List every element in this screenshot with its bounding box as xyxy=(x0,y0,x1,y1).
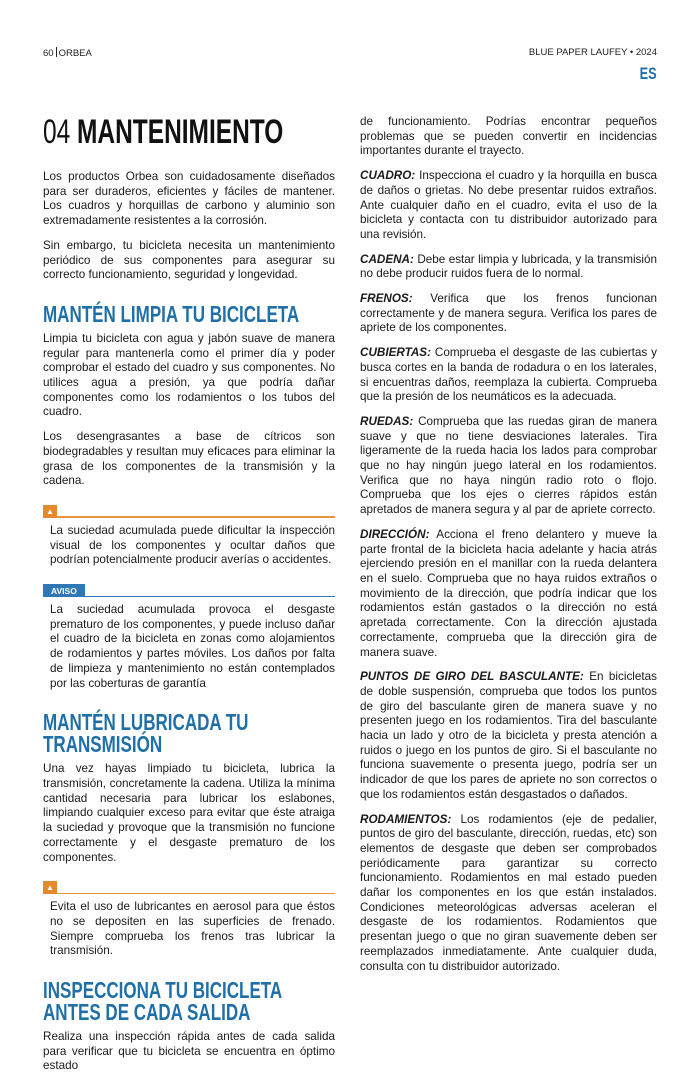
paragraph: Limpia tu bicicleta con agua y jabón suave de manera regular para mantenerla como el primer día y poder comprobar el estado del cuadro y sus componentes. No utilices agua a presión, ya que podría dañar componentes como los rodamientos o los tubos del cuadro. xyxy=(43,331,335,419)
warning-text: La suciedad acumulada puede dificultar la inspección visual de los componentes y ocultar daños que podrían potencialmente producir averías o accidentes. xyxy=(50,523,335,567)
paragraph: Los desengrasantes a base de cítricos son biodegradables y resultan muy eficaces para eliminar la grasa de los componentes de la transmisión y la cadena. xyxy=(43,430,335,488)
item-text: Inspecciona el cuadro y la horquilla en busca de daños o grietas. No debe presentar ruidos extraños. Ante cualquier daño en el cuadro, evita el uso de la bicicleta y contacta con tu distribuidor autorizado para una revisión. xyxy=(360,169,657,241)
warning-icon: ▲ xyxy=(43,505,57,518)
item-text: Acciona el freno delantero y mueve la parte frontal de la bicicleta hacia adelante y hacia atrás ejerciendo presión en el manillar con la rueda delantera en el suelo. Comprueba que no haya ruidos extraños o movimiento de la dirección, que podría indicar que los rodamientos están gastados o la dirección no está apretada correctamente. Con la dirección ajustada correctamente, comprueba que la dirección gira de manera suave. xyxy=(360,527,657,659)
item-text: En bicicletas de doble suspensión, comprueba que todos los puntos de giro del basculante giren de manera suave y no presenten juego en los rodamientos. Tira del basculante hacia un lado y otro de la bicicleta y presta atención a ruidos o juego en los puntos de giro. Si el basculante no funciona suavemente o presenta juego, podría ser un indicador de que los pares de apriete no son correctos o que los rodamientos están desgastados o dañados. xyxy=(360,670,657,801)
right-column xyxy=(360,115,657,984)
item-label: RODAMIENTOS: xyxy=(360,812,452,826)
item-text: Los rodamientos (eje de pedalier, puntos de giro del basculante, dirección, ruedas, etc) son elementos de desgaste que deben ser comprobados periódicamente para garantizar su correcto funcionamiento. Rodamientos en mal estado pueden dañar los componentes en los que están instalados. Condiciones meteorológicas adversas aceleran el desgaste de los rodamientos. Rodamientos que presentan juego o que no giran suavemente deben ser reemplazados inmediatamente. Ante cualquier duda, consulta con tu distribuidor autorizado. xyxy=(360,812,657,973)
item-text: Debe estar limpia y lubricada, y la transmisión no debe producir ruidos fuera de lo normal. xyxy=(360,252,657,281)
item-label: RUEDAS: xyxy=(360,414,414,428)
item-label: CUBIERTAS: xyxy=(360,346,431,360)
paragraph: de funcionamiento. Podrías encontrar pequeños problemas que se pueden convertir en incidencias importantes durante el trayecto. xyxy=(360,115,657,158)
item-label: CADENA: xyxy=(360,252,414,266)
item-text: Comprueba el desgaste de las cubiertas y busca cortes en la banda de rodadura o en los laterales, si encuentras daños, reemplaza la cubierta. Comprueba que la presión de los neumáticos es la adecuada. xyxy=(360,346,657,404)
inspection-item xyxy=(360,528,657,660)
chapter-title: MANTENIMIENTO xyxy=(77,113,284,151)
inspection-item xyxy=(360,253,657,282)
brand-name: ORBEA xyxy=(58,48,92,59)
notice-text: La suciedad acumulada provoca el desgaste prematuro de los componentes, y puede incluso dañar el cuadro de la bicicleta en zonas como alojamientos de rodamientos y partes móviles. Los daños por falta de limpieza y mantenimiento no están contemplados por las coberturas de garantía xyxy=(50,603,335,690)
section-heading: MANTÉN LIMPIA TU BICICLETA xyxy=(43,300,300,327)
item-label: PUNTOS DE GIRO DEL BASCULANTE: xyxy=(360,670,584,684)
page-number: 60 xyxy=(43,48,54,59)
divider xyxy=(57,516,335,518)
notice-label: AVISO xyxy=(43,584,85,597)
section-heading: MANTÉN LUBRICADA TU TRANSMISIÓN xyxy=(43,709,249,758)
inspection-item xyxy=(360,415,657,518)
language-code: ES xyxy=(639,64,657,83)
item-text: Comprueba que las ruedas giran de manera suave y que no tiene desviaciones laterales. Tira ligeramente de la rueda hacia los lados para comprobar que no hay ningún juego lateral en los rodamientos. Verifica que no haya ningún radio roto o flojo. Comprueba que los ejes o cierres rápidos están apretados de manera segura y al par de apriete correcto. xyxy=(360,414,657,517)
paragraph: Una vez hayas limpiado tu bicicleta, lubrica la transmisión, concretamente la cadena. Utiliza la mínima cantidad necesaria para lubricar los eslabones, limpiando cualquier exceso para evitar que éste atraiga la suciedad y provoque que la transmisión no funcione correctamente y el desgaste prematuro de los componentes. xyxy=(43,762,335,864)
intro-paragraph: Sin embargo, tu bicicleta necesita un mantenimiento periódico de sus componentes para asegurar su correcto funcionamiento, seguridad y longevidad. xyxy=(43,238,335,282)
warning-text: Evita el uso de lubricantes en aerosol para que éstos no se depositen en las superficies de frenado. Siempre comprueba los frenos tras lubricar la transmisión. xyxy=(50,900,335,958)
item-label: DIRECCIÓN: xyxy=(360,527,430,541)
inspection-item xyxy=(360,346,657,405)
divider xyxy=(57,893,335,895)
divider xyxy=(85,596,335,598)
warning-box xyxy=(43,505,335,568)
paragraph: Realiza una inspección rápida antes de cada salida para verificar que tu bicicleta se encuentra en óptimo estado xyxy=(43,1030,335,1073)
document-title: BLUE PAPER LAUFEY • 2024 xyxy=(528,47,657,58)
section-heading: INSPECCIONA TU BICICLETA ANTES DE CADA SALIDA xyxy=(43,977,282,1026)
notice-box xyxy=(43,584,335,691)
inspection-item xyxy=(360,813,657,975)
chapter-number: 04 xyxy=(43,113,71,151)
page-header-left xyxy=(43,47,92,59)
intro-paragraph: Los productos Orbea son cuidadosamente diseñados para ser duraderos, eficientes y fáciles de mantener. Los cuadros y horquillas de carbono y aluminio son extremadamente resistentes a la corrosión. xyxy=(43,170,335,228)
item-label: CUADRO: xyxy=(360,169,416,183)
page-title xyxy=(43,112,284,152)
inspection-item xyxy=(360,292,657,336)
inspection-item xyxy=(360,670,657,802)
item-label: FRENOS: xyxy=(360,292,413,306)
warning-icon: ▲ xyxy=(43,881,57,894)
inspection-item xyxy=(360,169,657,243)
warning-box xyxy=(43,881,335,959)
item-text: Verifica que los frenos funcionan correctamente y de manera segura. Verifica los pares de apriete de los componentes. xyxy=(360,292,657,335)
divider xyxy=(56,47,57,57)
left-column xyxy=(43,112,335,1084)
